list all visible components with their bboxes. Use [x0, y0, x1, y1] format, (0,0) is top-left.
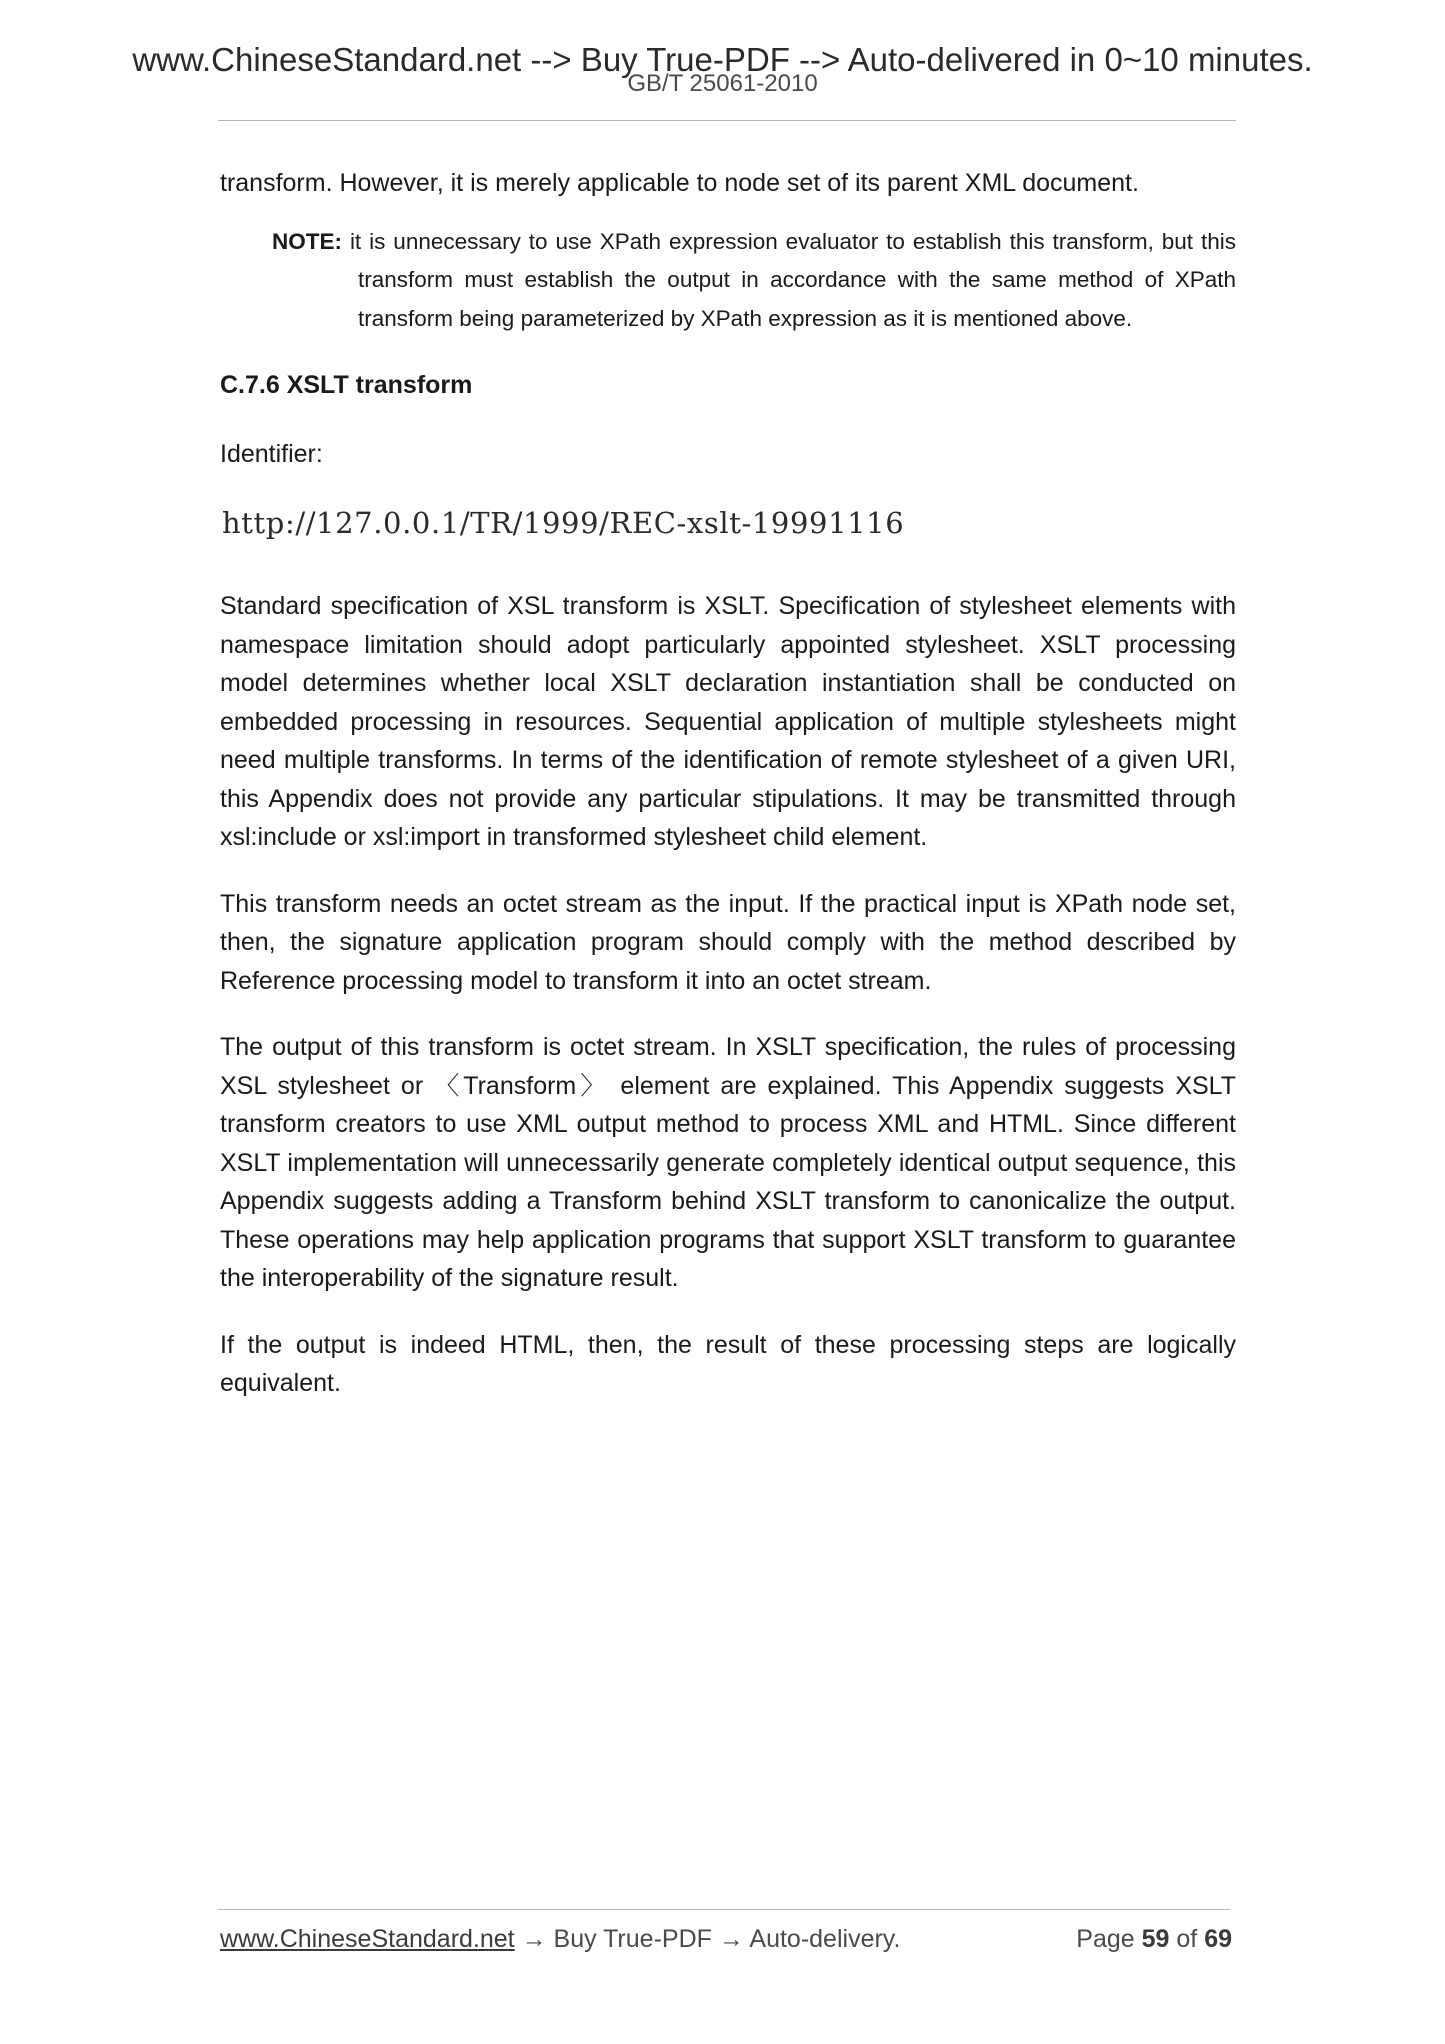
top-banner: www.ChineseStandard.net --> Buy True-PDF --> Auto-delivered in 0~10 minutes. [132, 41, 1313, 78]
note-label: NOTE: [272, 228, 342, 254]
note-text: it is unnecessary to use XPath expression evaluator to establish this transform, but this transform must establish the output in accordance with the same method of XPath transform being parameterized by XPath expression as it is mentioned above. [349, 228, 1236, 331]
page-content [220, 164, 1236, 1431]
body-paragraph: Standard specification of XSL transform is XSLT. Specification of stylesheet elements with namespace limitation should adopt particularly appointed stylesheet. XSLT processing model determines whether local XSLT declaration instantiation shall be conducted on embedded processing in resources. Sequential application of multiple stylesheets might need multiple transforms. In terms of the identification of remote stylesheet of a given URI, this Appendix does not provide any particular stipulations. It may be transmitted through xsl:include or xsl:import in transformed stylesheet child element. [220, 592, 1236, 851]
footer-tagline: → Buy True-PDF → Auto-delivery. [514, 1925, 901, 1953]
header-divider [218, 120, 1236, 121]
page-number: 59 [1141, 1925, 1170, 1953]
standard-code: GB/T 25061-2010 [627, 70, 818, 97]
total-pages: 69 [1204, 1925, 1232, 1953]
page-indicator [1076, 1922, 1232, 1956]
note-block [272, 223, 1236, 339]
footer-site-link[interactable]: www.ChineseStandard.net [220, 1925, 515, 1953]
of-word: of [1176, 1925, 1198, 1953]
identifier-url: http://127.0.0.1/TR/1999/REC-xslt-19991116 [222, 506, 905, 540]
identifier-label: Identifier: [220, 439, 323, 468]
body-paragraph: This transform needs an octet stream as the input. If the practical input is XPath node set, then, the signature application program should comply with the method described by Reference processing model to transform it into an octet stream. [220, 889, 1236, 995]
section-heading: C.7.6 XSLT transform [220, 371, 473, 399]
page-word: Page [1076, 1925, 1135, 1953]
page-footer [220, 1922, 1232, 1956]
footer-divider [218, 1909, 1230, 1910]
body-paragraph: The output of this transform is octet stream. In XSLT specification, the rules of processing XSL stylesheet or 〈Transform〉 element are explained. This Appendix suggests XSLT transform creators to use XML output method to process XML and HTML. Since different XSLT implementation will unnecessarily generate completely identical output sequence, this Appendix suggests adding a Transform behind XSLT transform to canonicalize the output. These operations may help application programs that support XSLT transform to guarantee the interoperability of the signature result. [220, 1033, 1236, 1292]
intro-paragraph: transform. However, it is merely applicable to node set of its parent XML document. [220, 169, 1139, 197]
body-paragraph: If the output is indeed HTML, then, the result of these processing steps are logically equivalent. [220, 1330, 1236, 1397]
